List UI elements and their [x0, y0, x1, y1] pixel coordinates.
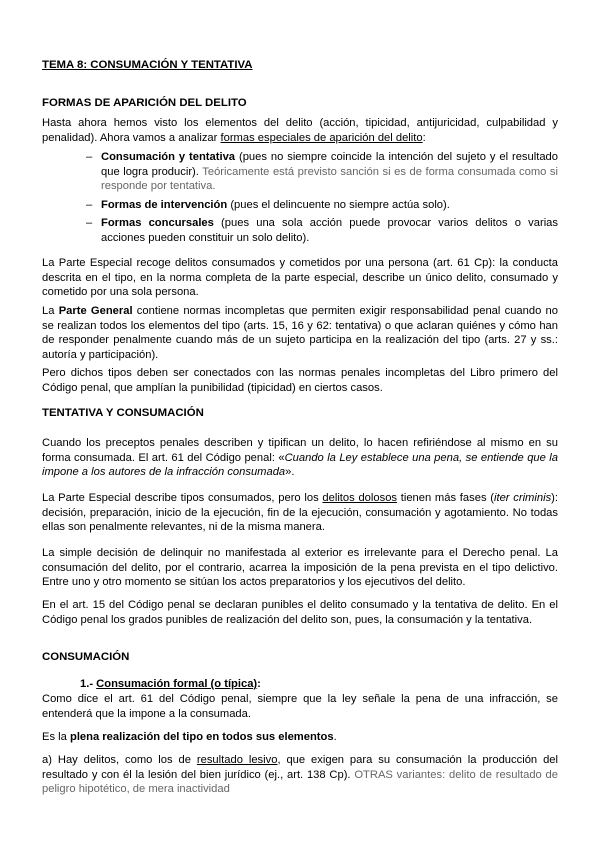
resultado-lesivo-link: resultado lesivo	[196, 754, 278, 766]
paragraph-parte-especial: La Parte Especial recoge delitos consumados y cometidos por una persona (art. 61 Cp): la conducta descrita en el tipo, en la norma completa de la parte especial, describe un único delito, consumado y cometido por una sola persona.	[42, 257, 558, 299]
bullet-list	[42, 150, 558, 246]
section-heading-formas: FORMAS DE APARICIÓN DEL DELITO	[42, 97, 247, 109]
list-item: – Consumación y tentativa (pues no siempre coincide la intención del sujeto y el resultado que logra producir). Teóricamente está previsto sanción si es de forma consumada como si responde por tentativa.	[86, 151, 558, 193]
paragraph-resultado: a) Hay delitos, como los de resultado lesivo, que exigen para su consumación la producción del resultado y con él la lesión del bien jurídico (ej., art. 138 Cp). OTRAS variantes: delito de resultado de peligro hipotético, de mera inactividad	[42, 754, 558, 796]
intro-paragraph: Hasta ahora hemos visto los elementos del delito (acción, tipicidad, antijuricidad, culpabilidad y penalidad). Ahora vamos a analizar formas especiales de aparición del delito:	[42, 117, 558, 144]
paragraph-plena-realizacion: Es la plena realización del tipo en todos sus elementos.	[42, 731, 337, 743]
section-heading-tentativa: TENTATIVA Y CONSUMACIÓN	[42, 407, 204, 419]
section-heading-consumacion: CONSUMACIÓN	[42, 651, 130, 663]
paragraph-preceptos: Cuando los preceptos penales describen y tipifican un delito, lo hacen refiriéndose al mismo en su forma consumada. El art. 61 del Código penal: «Cuando la Ley establece una pena, se entiende que la impone a los autores de la infracción consumada».	[42, 437, 558, 479]
formas-especiales-link: formas especiales de aparición del delito	[220, 131, 423, 144]
paragraph-art61: Como dice el art. 61 del Código penal, siempre que la ley señale la pena de una infracción, se entenderá que la impone a la consumada.	[42, 693, 558, 720]
subsection-heading: 1.- Consumación formal (o típica):	[80, 678, 261, 690]
list-item: – Formas concursales (pues una sola acción puede provocar varios delitos o varias acciones pueden constituir un solo delito).	[86, 217, 558, 244]
delitos-dolosos-link: delitos dolosos	[322, 492, 398, 504]
document-title: TEMA 8: CONSUMACIÓN Y TENTATIVA	[42, 59, 253, 71]
paragraph-fases: La Parte Especial describe tipos consumados, pero los delitos dolosos tienen más fases (iter criminis): decisión, preparación, inicio de la ejecución, fin de la ejecución, consumación y agotamiento. No todas ellas son penalmente relevantes, ni de la misma manera.	[42, 492, 559, 534]
paragraph-tipos: Pero dichos tipos deben ser conectados con las normas penales incompletas del Libro primero del Código penal, que amplían la punibilidad (tipicidad) en ciertos casos.	[42, 367, 558, 394]
paragraph-decision: La simple decisión de delinquir no manifestada al exterior es irrelevante para el Derecho penal. La consumación del delito, por el contrario, acarrea la imposición de la pena prevista en el tipo delictivo. Entre uno y otro momento se sitúan los actos preparatorios y los ejecutivos del delito.	[42, 547, 558, 589]
list-item: – Formas de intervención (pues el delincuente no siempre actúa solo).	[86, 198, 450, 211]
paragraph-parte-general: La Parte General contiene normas incompletas que permiten exigir responsabilidad penal cuando no se realizan todos los elementos del tipo (arts. 15, 16 y 62: tentativa) o que aclaran quiénes y cómo han de responder penalmente cuando más de un sujeto participa en la realización del tipo (arts. 27 y ss.: autoría y participación).	[42, 305, 558, 361]
paragraph-art15: En el art. 15 del Código penal se declaran punibles el delito consumado y la tentativa de delito. En el Código penal los grados punibles de realización del delito son, pues, la consumación y la tentativa.	[42, 599, 558, 626]
